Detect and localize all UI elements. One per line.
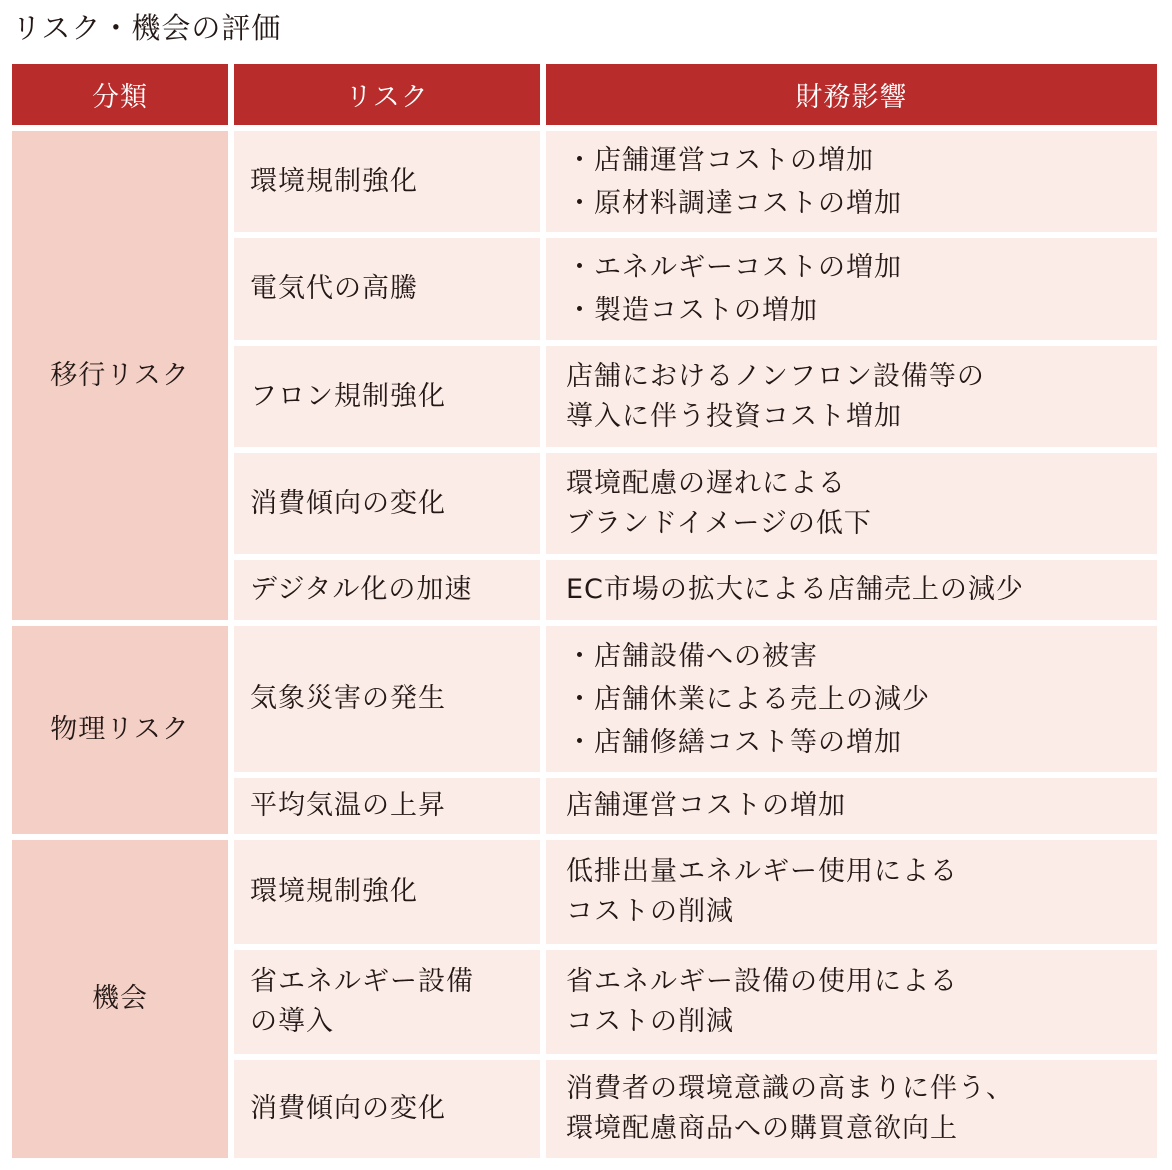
- risk-text: 電気代の高騰: [250, 273, 418, 304]
- impact-text: 省エネルギー設備の使用による: [566, 966, 958, 997]
- risk-text: デジタル化の加速: [250, 574, 473, 605]
- impact-text: コストの削減: [566, 1006, 734, 1037]
- risk-cell: [231, 947, 543, 1057]
- risk-cell: [231, 450, 543, 557]
- impact-text: ・店舗設備への被害: [566, 640, 818, 672]
- impact-text: 消費者の環境意識の高まりに伴う、: [566, 1073, 1014, 1104]
- impact-cell: [543, 623, 1157, 775]
- impact-cell: [543, 837, 1157, 947]
- category-cell: 移行リスク: [12, 128, 231, 623]
- risk-cell: [231, 235, 543, 343]
- impact-cell: [543, 1057, 1157, 1161]
- impact-text: ・店舗運営コストの増加: [566, 144, 874, 176]
- risk-text: 気象災害の発生: [250, 683, 446, 714]
- impact-text: コストの削減: [566, 896, 734, 927]
- table-row: [12, 128, 1157, 235]
- impact-text: 環境配慮商品への購買意欲向上: [566, 1113, 958, 1144]
- impact-cell: [543, 235, 1157, 343]
- header-risk: リスク: [231, 64, 543, 128]
- risk-cell: [231, 343, 543, 450]
- header-impact: 財務影響: [543, 64, 1157, 128]
- risk-text: 消費傾向の変化: [250, 487, 446, 519]
- risk-text: の導入: [250, 1006, 334, 1037]
- impact-text: 店舗におけるノンフロン設備等の: [566, 360, 985, 392]
- category-cell: 物理リスク: [12, 623, 231, 837]
- impact-text: EC市場の拡大による店舗売上の減少: [566, 574, 1024, 605]
- impact-cell: [543, 343, 1157, 450]
- risk-text: 平均気温の上昇: [250, 790, 446, 821]
- risk-cell: [231, 128, 543, 235]
- risk-cell: [231, 1057, 543, 1161]
- impact-cell: [543, 128, 1157, 235]
- impact-text: ・原材料調達コストの増加: [566, 187, 902, 219]
- category-cell: 機会: [12, 837, 231, 1161]
- table-row: [12, 837, 1157, 947]
- risk-cell: [231, 623, 543, 775]
- impact-text: ・店舗休業による売上の減少: [566, 683, 930, 715]
- page-title: リスク・機会の評価: [12, 11, 282, 45]
- impact-text: ・エネルギーコストの増加: [566, 252, 902, 283]
- risk-text: 省エネルギー設備: [250, 966, 474, 997]
- impact-cell: [543, 775, 1157, 837]
- impact-text: 環境配慮の遅れによる: [566, 467, 846, 499]
- impact-text: 店舗運営コストの増加: [566, 790, 846, 821]
- impact-cell: [543, 557, 1157, 623]
- table-header-row: [12, 64, 1157, 128]
- impact-cell: [543, 947, 1157, 1057]
- impact-text: ・製造コストの増加: [566, 295, 818, 326]
- risk-cell: [231, 557, 543, 623]
- risk-cell: [231, 837, 543, 947]
- risk-text: 消費傾向の変化: [250, 1093, 446, 1124]
- impact-text: ブランドイメージの低下: [566, 507, 872, 539]
- impact-cell: [543, 450, 1157, 557]
- impact-text: 低排出量エネルギー使用による: [566, 856, 958, 887]
- impact-text: 導入に伴う投資コスト増加: [566, 400, 902, 432]
- risk-cell: [231, 775, 543, 837]
- header-category: 分類: [12, 64, 231, 128]
- risk-text: 環境規制強化: [250, 165, 418, 197]
- risk-text: 環境規制強化: [250, 876, 418, 907]
- risk-opportunity-table: [12, 64, 1157, 1164]
- table-row: [12, 623, 1157, 775]
- impact-text: ・店舗修繕コスト等の増加: [566, 726, 902, 758]
- risk-text: フロン規制強化: [250, 380, 446, 412]
